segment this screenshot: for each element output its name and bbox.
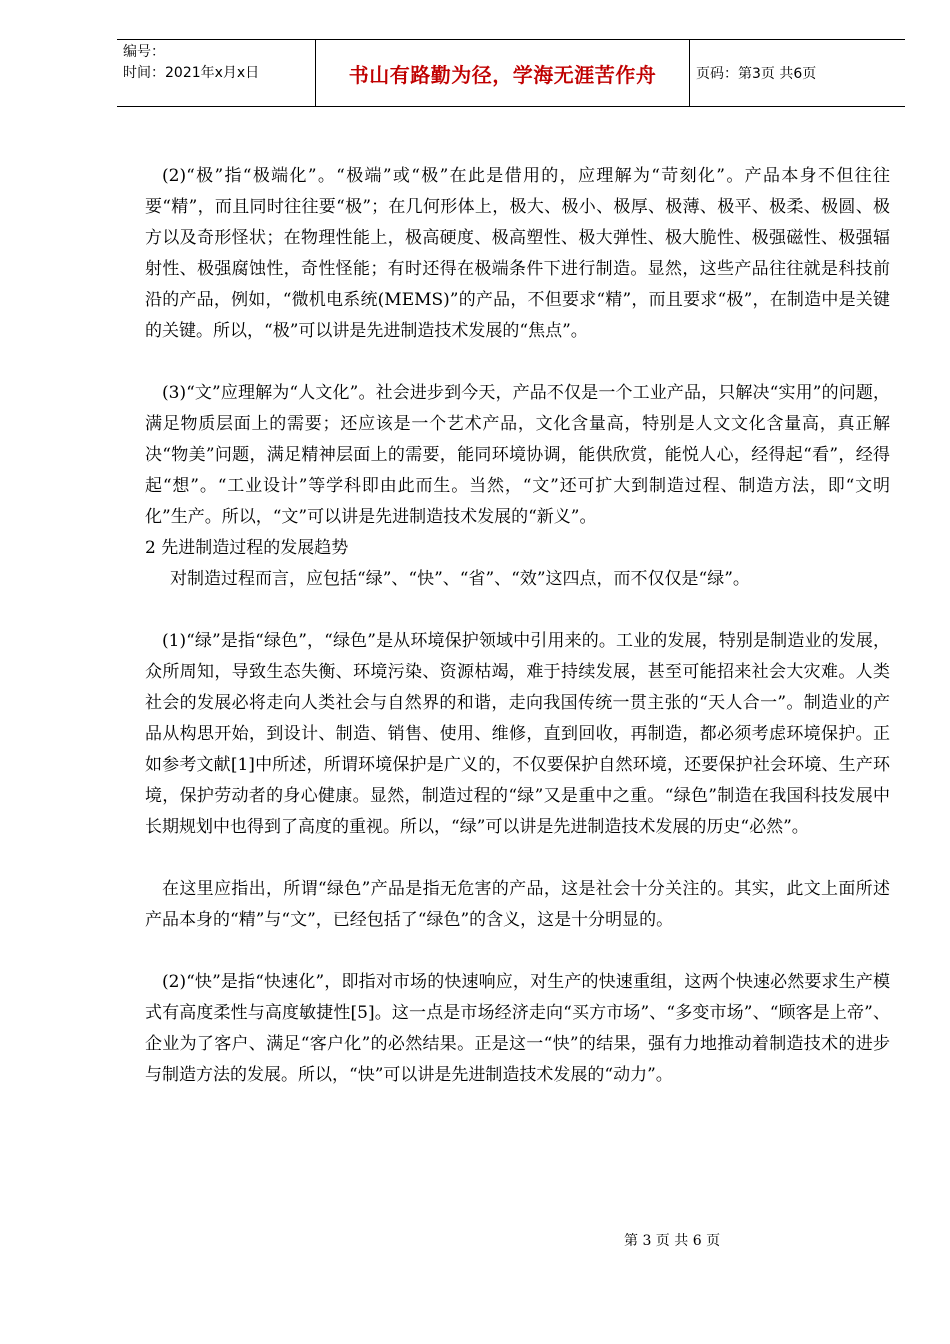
section-heading: 2 先进制造过程的发展趋势 bbox=[145, 538, 349, 558]
paragraph-ji: (2)“极”指“极端化”。“极端”或“极”在此是借用的，应理解为“苛刻化”。产品本身不但往往要“精”，而且同时往往要“极”；在几何形体上，极大、极小、极厚、极薄、极平、极柔、极圆、极方以及奇形怪状；在物理性能上，极高硬度、极高塑性、极大弹性、极大脆性、极强磁性、极强辐射性、极强腐蚀性，奇性怪能；有时还得在极端条件下进行制造。显然，这些产品往往就是科技前沿的产品，例如，“微机电系统(MEMS)”的产品，不但要求“精”，而且要求“极”，在制造中是关键的关键。所以，“极”可以讲是先进制造技术发展的“焦点”。 bbox=[145, 166, 890, 341]
paragraph-lv: (1)“绿”是指“绿色”，“绿色”是从环境保护领域中引用来的。工业的发展，特别是制造业的发展，众所周知，导致生态失衡、环境污染、资源枯竭，难于持续发展，甚至可能招来社会大灾难。人类社会的发展必将走向人类社会与自然界的和谐，走向我国传统一贯主张的“天人合一”。制造业的产品从构思开始，到设计、制造、销售、使用、维修，直到回收，再制造，都必须考虑环境保护。正如参考文献[1]中所述，所谓环境保护是广义的，不仅要保护自然环境，还要保护社会环境、生产环境，保护劳动者的身心健康。显然，制造过程的“绿”又是重中之重。“绿色”制造在我国科技发展中长期规划中也得到了高度的重视。所以，“绿”可以讲是先进制造技术发展的历史“必然”。 bbox=[145, 631, 890, 837]
paragraph-green-note: 在这里应指出，所谓“绿色”产品是指无危害的产品，这是社会十分关注的。其实，此文上面所述产品本身的“精”与“文”，已经包括了“绿色”的含义，这是十分明显的。 bbox=[145, 879, 890, 930]
header-meta bbox=[117, 40, 315, 106]
header-page-label: 页码：第3页 共6页 bbox=[696, 66, 817, 82]
number-label: 编号： bbox=[123, 44, 165, 60]
time-label: 时间：2021年x月x日 bbox=[123, 65, 260, 81]
document-body bbox=[145, 161, 890, 1091]
paragraph-process-intro: 对制造过程而言，应包括“绿”、“快”、“省”、“效”这四点，而不仅仅是“绿”。 bbox=[170, 569, 750, 589]
paragraph-kuai: (2)“快”是指“快速化”，即指对市场的快速响应，对生产的快速重组，这两个快速必然要求生产模式有高度柔性与高度敏捷性[5]。这一点是市场经济走向“买方市场”、“多变市场”、“顾客是上帝”、企业为了客户、满足“客户化”的必然结果。正是这一“快”的结果，强有力地推动着制造技术的进步与制造方法的发展。所以，“快”可以讲是先进制造技术发展的“动力”。 bbox=[145, 972, 890, 1085]
page-footer: 第 3 页 共 6 页 bbox=[624, 1233, 721, 1249]
paragraph-wen: (3)“文”应理解为“人文化”。社会进步到今天，产品不仅是一个工业产品，只解决“实用”的问题，满足物质层面上的需要；还应该是一个艺术产品，文化含量高，特别是人文文化含量高，真正解决“物美”问题，满足精神层面上的需要，能同环境协调，能供欣赏，能悦人心，经得起“看”，经得起“想”。“工业设计”等学科即由此而生。当然，“文”还可扩大到制造过程、制造方法，即“文明化”生产。所以，“文”可以讲是先进制造技术发展的“新义”。 bbox=[145, 383, 890, 527]
page-header bbox=[117, 39, 905, 107]
header-motto: 书山有路勤为径，学海无涯苦作舟 bbox=[315, 40, 690, 106]
